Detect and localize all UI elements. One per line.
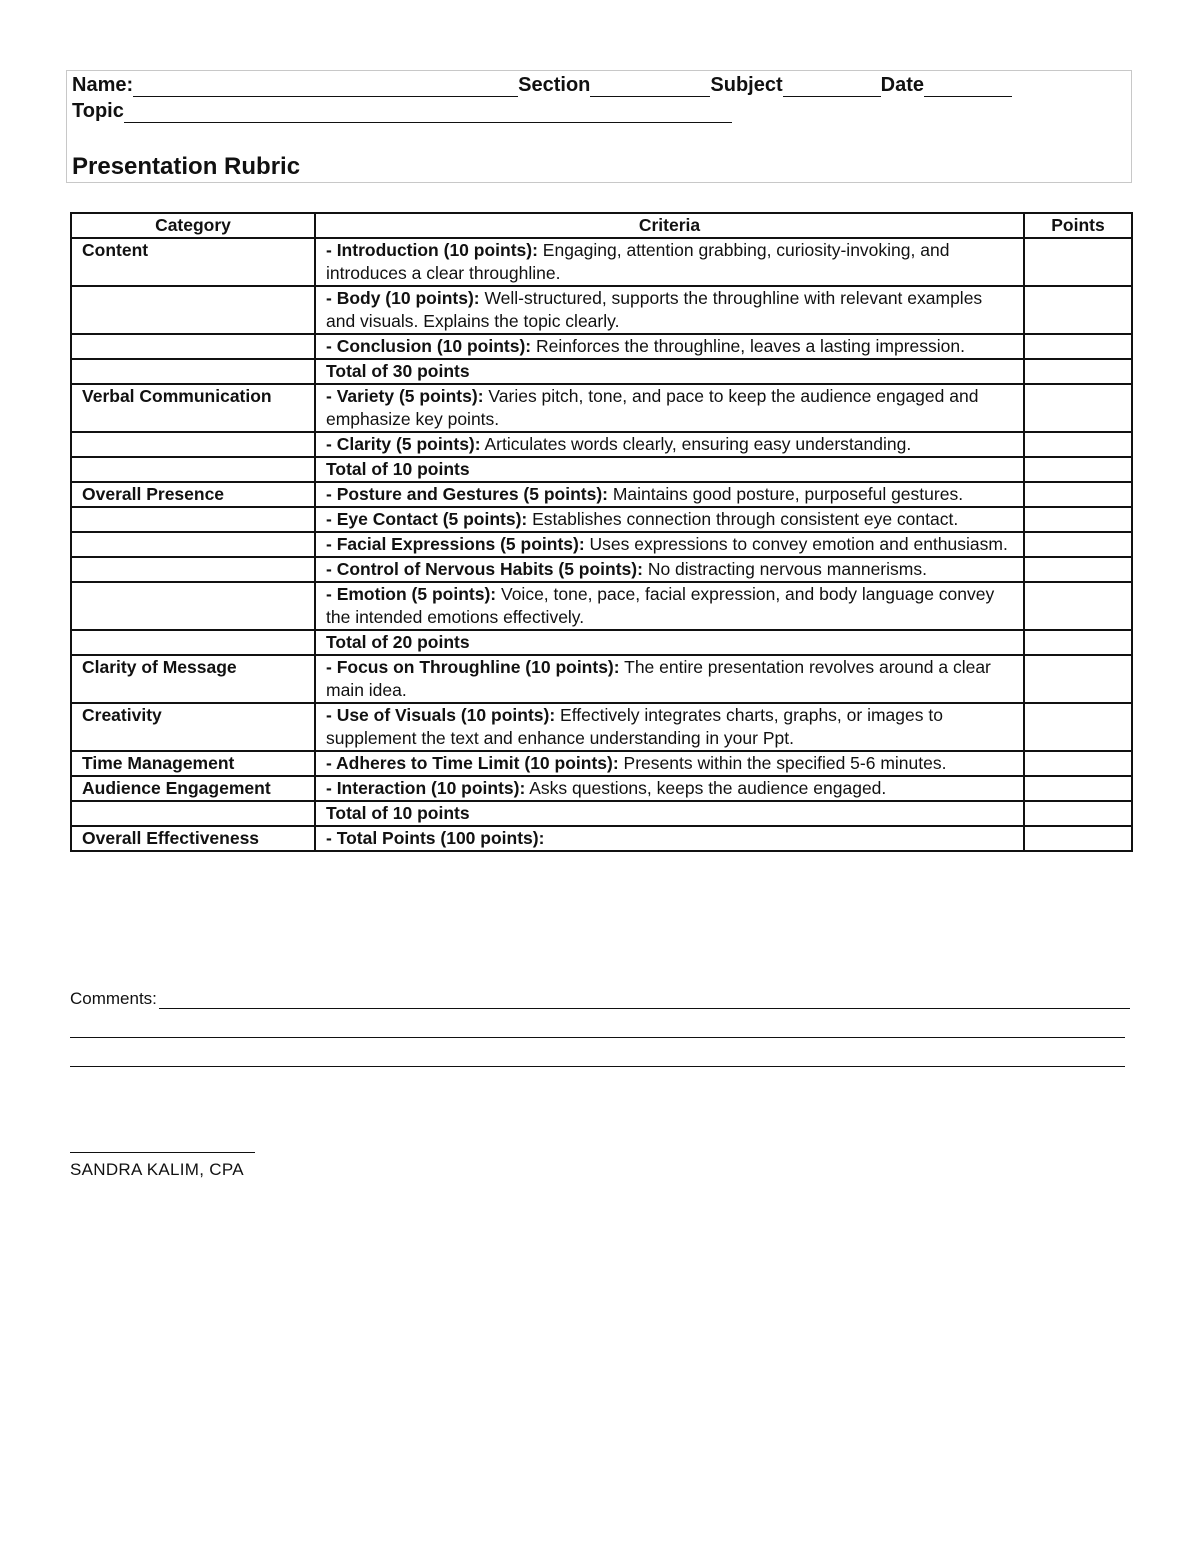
- subject-label: Subject: [710, 74, 783, 96]
- subtotal-cell: [315, 457, 1024, 482]
- table-row: [71, 801, 1132, 826]
- points-cell[interactable]: [1024, 384, 1132, 432]
- subtotal-cell: [315, 801, 1024, 826]
- table-row: [71, 582, 1132, 630]
- criteria-label: - Variety (5 points):: [326, 386, 484, 406]
- points-cell[interactable]: [1024, 359, 1132, 384]
- table-row: [71, 432, 1132, 457]
- signature-line: [70, 1152, 255, 1153]
- table-row: [71, 703, 1132, 751]
- category-cell: [71, 507, 315, 532]
- subtotal-label: Total of 30 points: [326, 361, 470, 381]
- page-title: Presentation Rubric: [72, 153, 301, 180]
- criteria-label: - Facial Expressions (5 points):: [326, 534, 585, 554]
- criteria-label: - Use of Visuals (10 points):: [326, 705, 556, 725]
- category-cell: [71, 801, 315, 826]
- category-cell: [71, 532, 315, 557]
- comments-line[interactable]: [70, 1038, 1125, 1067]
- table-row: [71, 826, 1132, 851]
- name-label: Name:: [72, 74, 134, 96]
- points-cell[interactable]: [1024, 655, 1132, 703]
- category-cell: Content: [71, 238, 315, 286]
- criteria-text: Voice, tone, pace, facial expression, and body language convey the intended emotions effectively.: [326, 584, 995, 627]
- student-info-box: [66, 70, 1132, 183]
- category-cell: Verbal Communication: [71, 384, 315, 432]
- criteria-label: - Clarity (5 points):: [326, 434, 481, 454]
- table-row: [71, 630, 1132, 655]
- category-cell: Time Management: [71, 751, 315, 776]
- criteria-text: Establishes connection through consistent eye contact.: [527, 509, 959, 529]
- criteria-cell: [315, 507, 1024, 532]
- criteria-cell: [315, 703, 1024, 751]
- category-cell: [71, 286, 315, 334]
- table-row: [71, 557, 1132, 582]
- criteria-label: - Emotion (5 points):: [326, 584, 497, 604]
- points-cell[interactable]: [1024, 238, 1132, 286]
- points-cell[interactable]: [1024, 482, 1132, 507]
- subtotal-label: Total of 10 points: [326, 803, 470, 823]
- criteria-label: - Body (10 points):: [326, 288, 480, 308]
- category-cell: [71, 557, 315, 582]
- criteria-text: Well-structured, supports the throughline with relevant examples and visuals. Explains the topic clearly.: [326, 288, 983, 331]
- header-points: Points: [1024, 213, 1132, 238]
- table-row: [71, 532, 1132, 557]
- points-cell[interactable]: [1024, 703, 1132, 751]
- criteria-label: - Control of Nervous Habits (5 points):: [326, 559, 643, 579]
- table-row: [71, 776, 1132, 801]
- category-cell: [71, 334, 315, 359]
- points-cell[interactable]: [1024, 507, 1132, 532]
- section-blank[interactable]: [590, 76, 710, 97]
- table-row: [71, 655, 1132, 703]
- table-row: [71, 334, 1132, 359]
- criteria-text: Effectively integrates charts, graphs, or images to supplement the text and enhance understanding in your Ppt.: [326, 705, 943, 748]
- criteria-text: No distracting nervous mannerisms.: [642, 559, 927, 579]
- criteria-cell: [315, 655, 1024, 703]
- criteria-label: - Adheres to Time Limit (10 points):: [326, 753, 619, 773]
- table-row: [71, 286, 1132, 334]
- points-cell[interactable]: [1024, 801, 1132, 826]
- header-category: Category: [71, 213, 315, 238]
- criteria-text: Reinforces the throughline, leaves a lasting impression.: [531, 336, 965, 356]
- criteria-text: Articulates words clearly, ensuring easy understanding.: [480, 434, 912, 454]
- criteria-label: - Total Points (100 points):: [326, 828, 545, 848]
- criteria-cell: [315, 334, 1024, 359]
- rubric-table: [70, 212, 1133, 852]
- points-cell[interactable]: [1024, 630, 1132, 655]
- name-blank[interactable]: [133, 76, 518, 97]
- header-criteria: Criteria: [315, 213, 1024, 238]
- points-cell[interactable]: [1024, 457, 1132, 482]
- criteria-cell: [315, 557, 1024, 582]
- subtotal-label: Total of 20 points: [326, 632, 470, 652]
- subject-blank[interactable]: [783, 76, 881, 97]
- date-label: Date: [880, 74, 924, 96]
- criteria-text: Maintains good posture, purposeful gestures.: [607, 484, 964, 504]
- criteria-cell: [315, 432, 1024, 457]
- criteria-cell: [315, 384, 1024, 432]
- criteria-cell: [315, 751, 1024, 776]
- table-row: [71, 359, 1132, 384]
- criteria-text: Uses expressions to convey emotion and enthusiasm.: [584, 534, 1008, 554]
- comments-blank[interactable]: [159, 988, 1130, 1009]
- criteria-label: - Interaction (10 points):: [326, 778, 526, 798]
- category-cell: [71, 359, 315, 384]
- comments-first-line: [70, 987, 1130, 1009]
- criteria-label: - Eye Contact (5 points):: [326, 509, 528, 529]
- table-row: [71, 482, 1132, 507]
- table-row: [71, 457, 1132, 482]
- subtotal-label: Total of 10 points: [326, 459, 470, 479]
- points-cell[interactable]: [1024, 334, 1132, 359]
- criteria-text: Varies pitch, tone, and pace to keep the audience engaged and emphasize key points.: [326, 386, 979, 429]
- points-cell[interactable]: [1024, 286, 1132, 334]
- criteria-cell: [315, 532, 1024, 557]
- comments-line[interactable]: [70, 1009, 1125, 1038]
- points-cell[interactable]: [1024, 532, 1132, 557]
- points-cell[interactable]: [1024, 751, 1132, 776]
- date-blank[interactable]: [924, 76, 1012, 97]
- criteria-label: - Focus on Throughline (10 points):: [326, 657, 620, 677]
- signer-name: SANDRA KALIM, CPA: [70, 1160, 244, 1179]
- category-cell: Clarity of Message: [71, 655, 315, 703]
- category-cell: Overall Presence: [71, 482, 315, 507]
- points-cell[interactable]: [1024, 557, 1132, 582]
- table-row: [71, 238, 1132, 286]
- table-row: [71, 507, 1132, 532]
- subtotal-cell: [315, 630, 1024, 655]
- criteria-text: The entire presentation revolves around a clear main idea.: [326, 657, 991, 700]
- category-cell: Overall Effectiveness: [71, 826, 315, 851]
- criteria-text: Asks questions, keeps the audience engaged.: [525, 778, 887, 798]
- subtotal-cell: [315, 359, 1024, 384]
- criteria-cell: [315, 238, 1024, 286]
- points-cell[interactable]: [1024, 432, 1132, 457]
- comments-label: Comments:: [70, 989, 157, 1008]
- points-cell[interactable]: [1024, 826, 1132, 851]
- section-label: Section: [518, 74, 591, 96]
- table-row: [71, 384, 1132, 432]
- criteria-text: Engaging, attention grabbing, curiosity-invoking, and introduces a clear throughline.: [326, 240, 950, 283]
- criteria-cell: [315, 776, 1024, 801]
- criteria-cell: [315, 482, 1024, 507]
- category-cell: [71, 432, 315, 457]
- info-line-1: [72, 73, 1012, 97]
- points-cell[interactable]: [1024, 582, 1132, 630]
- comments-section: [70, 987, 1130, 1067]
- topic-blank[interactable]: [124, 102, 732, 123]
- criteria-label: - Posture and Gestures (5 points):: [326, 484, 608, 504]
- topic-label: Topic: [72, 100, 124, 122]
- category-cell: Creativity: [71, 703, 315, 751]
- category-cell: Audience Engagement: [71, 776, 315, 801]
- points-cell[interactable]: [1024, 776, 1132, 801]
- category-cell: [71, 582, 315, 630]
- category-cell: [71, 630, 315, 655]
- criteria-cell: [315, 826, 1024, 851]
- criteria-text: Presents within the specified 5-6 minutes.: [618, 753, 947, 773]
- criteria-label: - Conclusion (10 points):: [326, 336, 532, 356]
- criteria-cell: [315, 582, 1024, 630]
- table-header-row: [71, 213, 1132, 238]
- info-line-2: [72, 99, 732, 123]
- criteria-cell: [315, 286, 1024, 334]
- criteria-label: - Introduction (10 points):: [326, 240, 538, 260]
- category-cell: [71, 457, 315, 482]
- table-row: [71, 751, 1132, 776]
